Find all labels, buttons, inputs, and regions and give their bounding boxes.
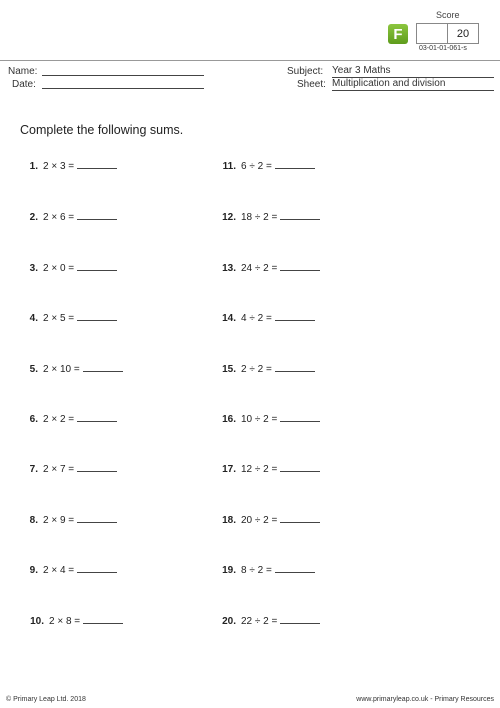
subject-label: Subject:	[287, 66, 324, 77]
question-19	[212, 563, 315, 576]
question-4	[20, 311, 117, 324]
score-label: Score	[436, 10, 460, 20]
sheet-code: 03-01-01-061-s	[419, 45, 467, 52]
answer-blank[interactable]	[275, 311, 315, 321]
header-divider	[0, 60, 500, 61]
sheet-label: Sheet:	[297, 79, 326, 90]
answer-blank[interactable]	[77, 311, 117, 321]
primary-leap-logo-icon: F	[388, 24, 408, 44]
score-input-box[interactable]	[416, 23, 448, 44]
question-15	[212, 362, 315, 375]
question-17	[212, 462, 320, 475]
question-expression: 2 × 6 =	[43, 212, 75, 223]
question-9	[20, 563, 117, 576]
date-label: Date:	[12, 79, 36, 90]
question-11	[212, 159, 315, 172]
question-number: 20.	[222, 616, 236, 627]
question-2	[20, 210, 117, 223]
answer-blank[interactable]	[275, 159, 315, 169]
question-number: 14.	[222, 313, 236, 324]
question-8	[20, 513, 117, 526]
question-number: 5.	[29, 364, 38, 375]
question-number: 9.	[29, 565, 38, 576]
question-18	[212, 513, 320, 526]
score-max-box: 20	[447, 23, 479, 44]
answer-blank[interactable]	[280, 210, 320, 220]
question-12	[212, 210, 320, 223]
question-number: 6.	[29, 414, 38, 425]
footer-website-link[interactable]: www.primaryleap.co.uk - Primary Resources	[356, 696, 494, 703]
question-7	[20, 462, 117, 475]
question-20	[212, 614, 320, 627]
question-number: 15.	[222, 364, 236, 375]
subject-value: Year 3 Maths	[332, 65, 494, 78]
question-expression: 2 × 0 =	[43, 263, 75, 274]
question-5	[20, 362, 123, 375]
question-number: 2.	[29, 212, 38, 223]
question-number: 12.	[222, 212, 236, 223]
question-10	[20, 614, 123, 627]
answer-blank[interactable]	[83, 614, 123, 624]
name-label: Name:	[8, 66, 38, 77]
question-expression: 18 ÷ 2 =	[241, 212, 278, 223]
question-14	[212, 311, 315, 324]
answer-blank[interactable]	[77, 462, 117, 472]
question-expression: 4 ÷ 2 =	[241, 313, 272, 324]
question-expression: 2 × 7 =	[43, 464, 75, 475]
question-3	[20, 261, 117, 274]
question-1	[20, 159, 117, 172]
answer-blank[interactable]	[77, 210, 117, 220]
answer-blank[interactable]	[83, 362, 123, 372]
answer-blank[interactable]	[280, 261, 320, 271]
question-expression: 10 ÷ 2 =	[241, 414, 278, 425]
question-number: 1.	[29, 161, 38, 172]
footer-copyright: © Primary Leap Ltd. 2018	[6, 696, 86, 703]
question-number: 3.	[29, 263, 38, 274]
question-expression: 12 ÷ 2 =	[241, 464, 278, 475]
question-number: 4.	[29, 313, 38, 324]
answer-blank[interactable]	[280, 614, 320, 624]
question-number: 7.	[29, 464, 38, 475]
answer-blank[interactable]	[275, 362, 315, 372]
question-expression: 24 ÷ 2 =	[241, 263, 278, 274]
question-16	[212, 412, 320, 425]
answer-blank[interactable]	[77, 563, 117, 573]
question-number: 17.	[222, 464, 236, 475]
answer-blank[interactable]	[77, 261, 117, 271]
answer-blank[interactable]	[280, 462, 320, 472]
question-expression: 6 ÷ 2 =	[241, 161, 272, 172]
question-13	[212, 261, 320, 274]
answer-blank[interactable]	[77, 513, 117, 523]
date-field[interactable]	[42, 78, 204, 89]
question-number: 10.	[30, 616, 44, 627]
question-expression: 2 × 8 =	[49, 616, 81, 627]
question-number: 8.	[29, 515, 38, 526]
question-number: 11.	[222, 161, 236, 172]
question-number: 13.	[222, 263, 236, 274]
question-expression: 2 × 9 =	[43, 515, 75, 526]
question-number: 19.	[222, 565, 236, 576]
question-expression: 22 ÷ 2 =	[241, 616, 278, 627]
name-field[interactable]	[42, 65, 204, 76]
question-expression: 2 ÷ 2 =	[241, 364, 272, 375]
answer-blank[interactable]	[77, 159, 117, 169]
question-expression: 2 × 2 =	[43, 414, 75, 425]
question-expression: 8 ÷ 2 =	[241, 565, 272, 576]
question-6	[20, 412, 117, 425]
question-number: 16.	[222, 414, 236, 425]
question-number: 18.	[222, 515, 236, 526]
question-expression: 2 × 5 =	[43, 313, 75, 324]
instruction-text: Complete the following sums.	[20, 123, 184, 137]
question-expression: 20 ÷ 2 =	[241, 515, 278, 526]
answer-blank[interactable]	[280, 412, 320, 422]
answer-blank[interactable]	[280, 513, 320, 523]
answer-blank[interactable]	[77, 412, 117, 422]
question-expression: 2 × 10 =	[43, 364, 80, 375]
sheet-value: Multiplication and division	[332, 78, 494, 91]
question-expression: 2 × 4 =	[43, 565, 75, 576]
answer-blank[interactable]	[275, 563, 315, 573]
question-expression: 2 × 3 =	[43, 161, 75, 172]
